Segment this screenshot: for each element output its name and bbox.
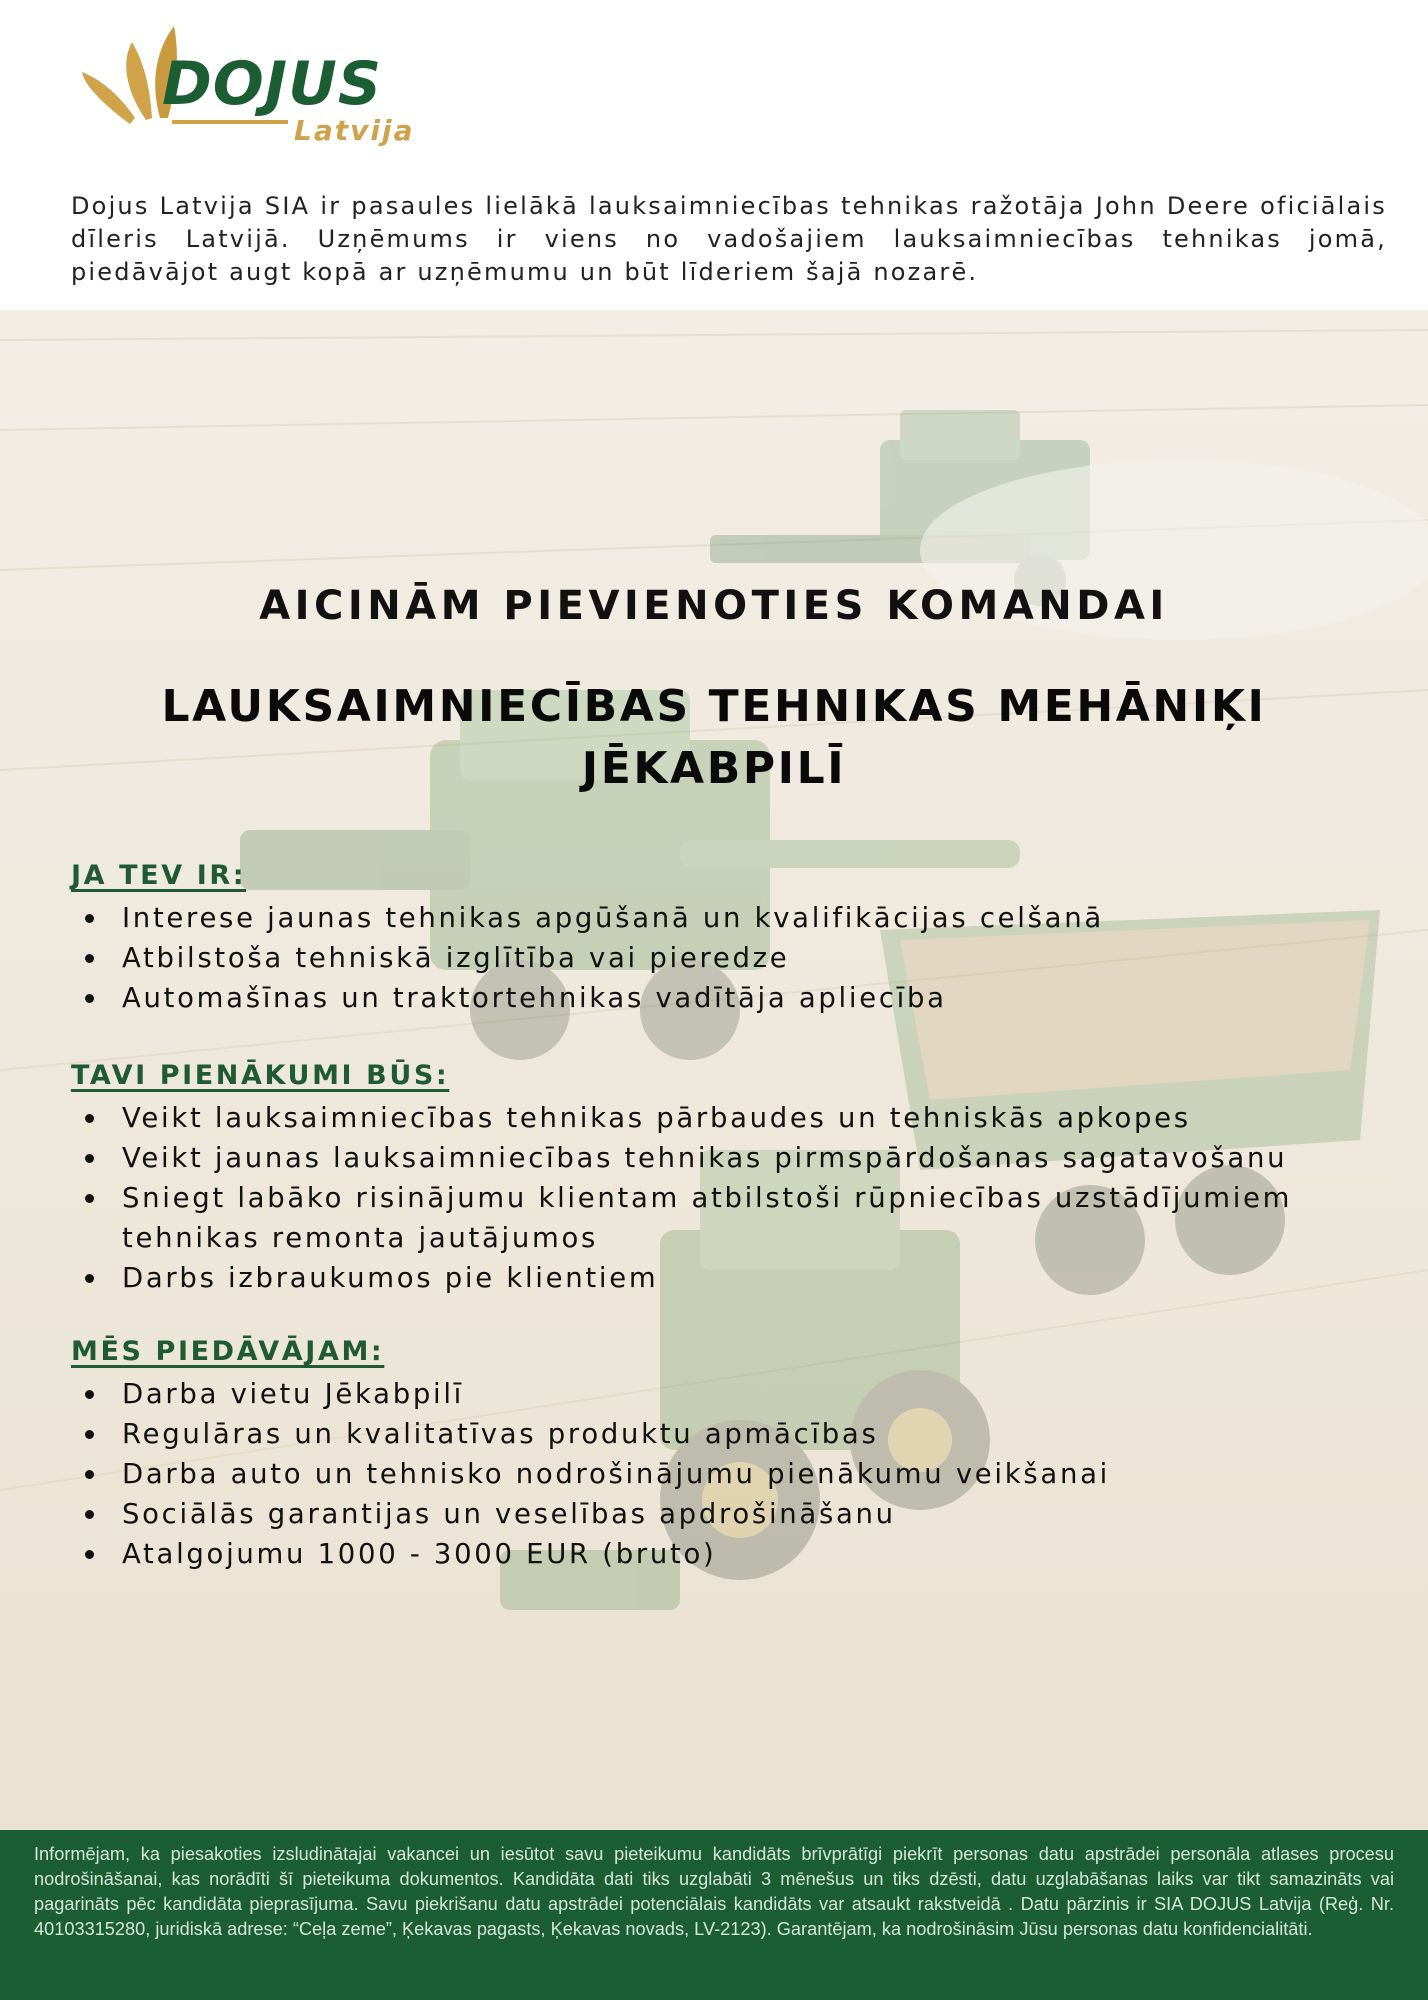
offer-list (71, 1374, 1371, 1574)
offer-heading: MĒS PIEDĀVĀJAM: (71, 1336, 385, 1367)
dojus-logo-graphic (80, 22, 420, 157)
requirements-heading: JA TEV IR: (71, 860, 247, 891)
list-item: Interese jaunas tehnikas apgūšanā un kvalifikācijas celšanā (71, 898, 1371, 938)
duties-heading: TAVI PIENĀKUMI BŪS: (71, 1060, 450, 1091)
offer-section (71, 1334, 1371, 1574)
list-item: Veikt jaunas lauksaimniecības tehnikas pirmspārdošanas sagatavošanu (71, 1138, 1371, 1178)
list-item: Regulāras un kvalitatīvas produktu apmācības (71, 1414, 1371, 1454)
requirements-list (71, 898, 1371, 1018)
duties-list (71, 1098, 1371, 1298)
list-item: Sociālās garantijas un veselības apdrošināšanu (71, 1494, 1371, 1534)
list-item: Darbs izbraukumos pie klientiem (71, 1258, 1371, 1298)
company-logo (80, 22, 420, 157)
privacy-notice-text: Informējam, ka piesakoties izsludinātajai vakancei un iesūtot savu pieteikumu kandidāts brīvprātīgi piekrīt personas datu apstrādei personāla atlases procesu nodrošināšanai, kas norādīti šī pieteikuma dokumentos. Kandidāta dati tiks uzglabāti 3 mēnešus un tiks dzēsti, datu uzglabāšanas laiks var tikt samazināts vai pagarināts pēc kandidāta pieprasījuma. Savu piekrišanu datu apstrādei potenciālais kandidāts var atsaukt rakstveidā . Datu pārzinis ir SIA DOJUS Latvija (Reģ. Nr. 40103315280, juridiskā adrese: “Ceļa zeme”, Ķekavas pagasts, Ķekavas novads, LV-2123). Garantējam, ka nodrošināsim Jūsu personas datu konfidencialitāti. (34, 1844, 1394, 1939)
list-item: Darba vietu Jēkabpilī (71, 1374, 1371, 1414)
list-item: Atbilstoša tehniskā izglītība vai pieredze (71, 938, 1371, 978)
job-title: LAUKSAIMNIECĪBAS TEHNIKAS MEHĀNIĶI JĒKABPILĪ (161, 681, 1267, 794)
logo-country-text: Latvija (294, 114, 415, 147)
list-item: Automašīnas un traktortehnikas vadītāja apliecība (71, 978, 1371, 1018)
list-item: Atalgojumu 1000 - 3000 EUR (bruto) (71, 1534, 1371, 1574)
logo-brand-text: DOJUS (162, 49, 383, 119)
invitation-subtitle: AICINĀM PIEVIENOTIES KOMANDAI (259, 583, 1169, 629)
list-item: Sniegt labāko risinājumu klientam atbilstoši rūpniecības uzstādījumiem tehnikas remonta jautājumos (71, 1178, 1371, 1258)
list-item: Darba auto un tehnisko nodrošinājumu pienākumu veikšanai (71, 1454, 1371, 1494)
company-intro-text: Dojus Latvija SIA ir pasaules lielākā lauksaimniecības tehnikas ražotāja John Deere oficiālais dīleris Latvijā. Uzņēmums ir viens no vadošajiem lauksaimniecības tehnikas jomā, piedāvājot augt kopā ar uzņēmumu un būt līderiem šajā nozarē. (71, 192, 1387, 286)
privacy-notice-footer (0, 1830, 1428, 2000)
duties-section (71, 1058, 1371, 1298)
requirements-section (71, 858, 1371, 1018)
list-item: Veikt lauksaimniecības tehnikas pārbaudes un tehniskās apkopes (71, 1098, 1371, 1138)
